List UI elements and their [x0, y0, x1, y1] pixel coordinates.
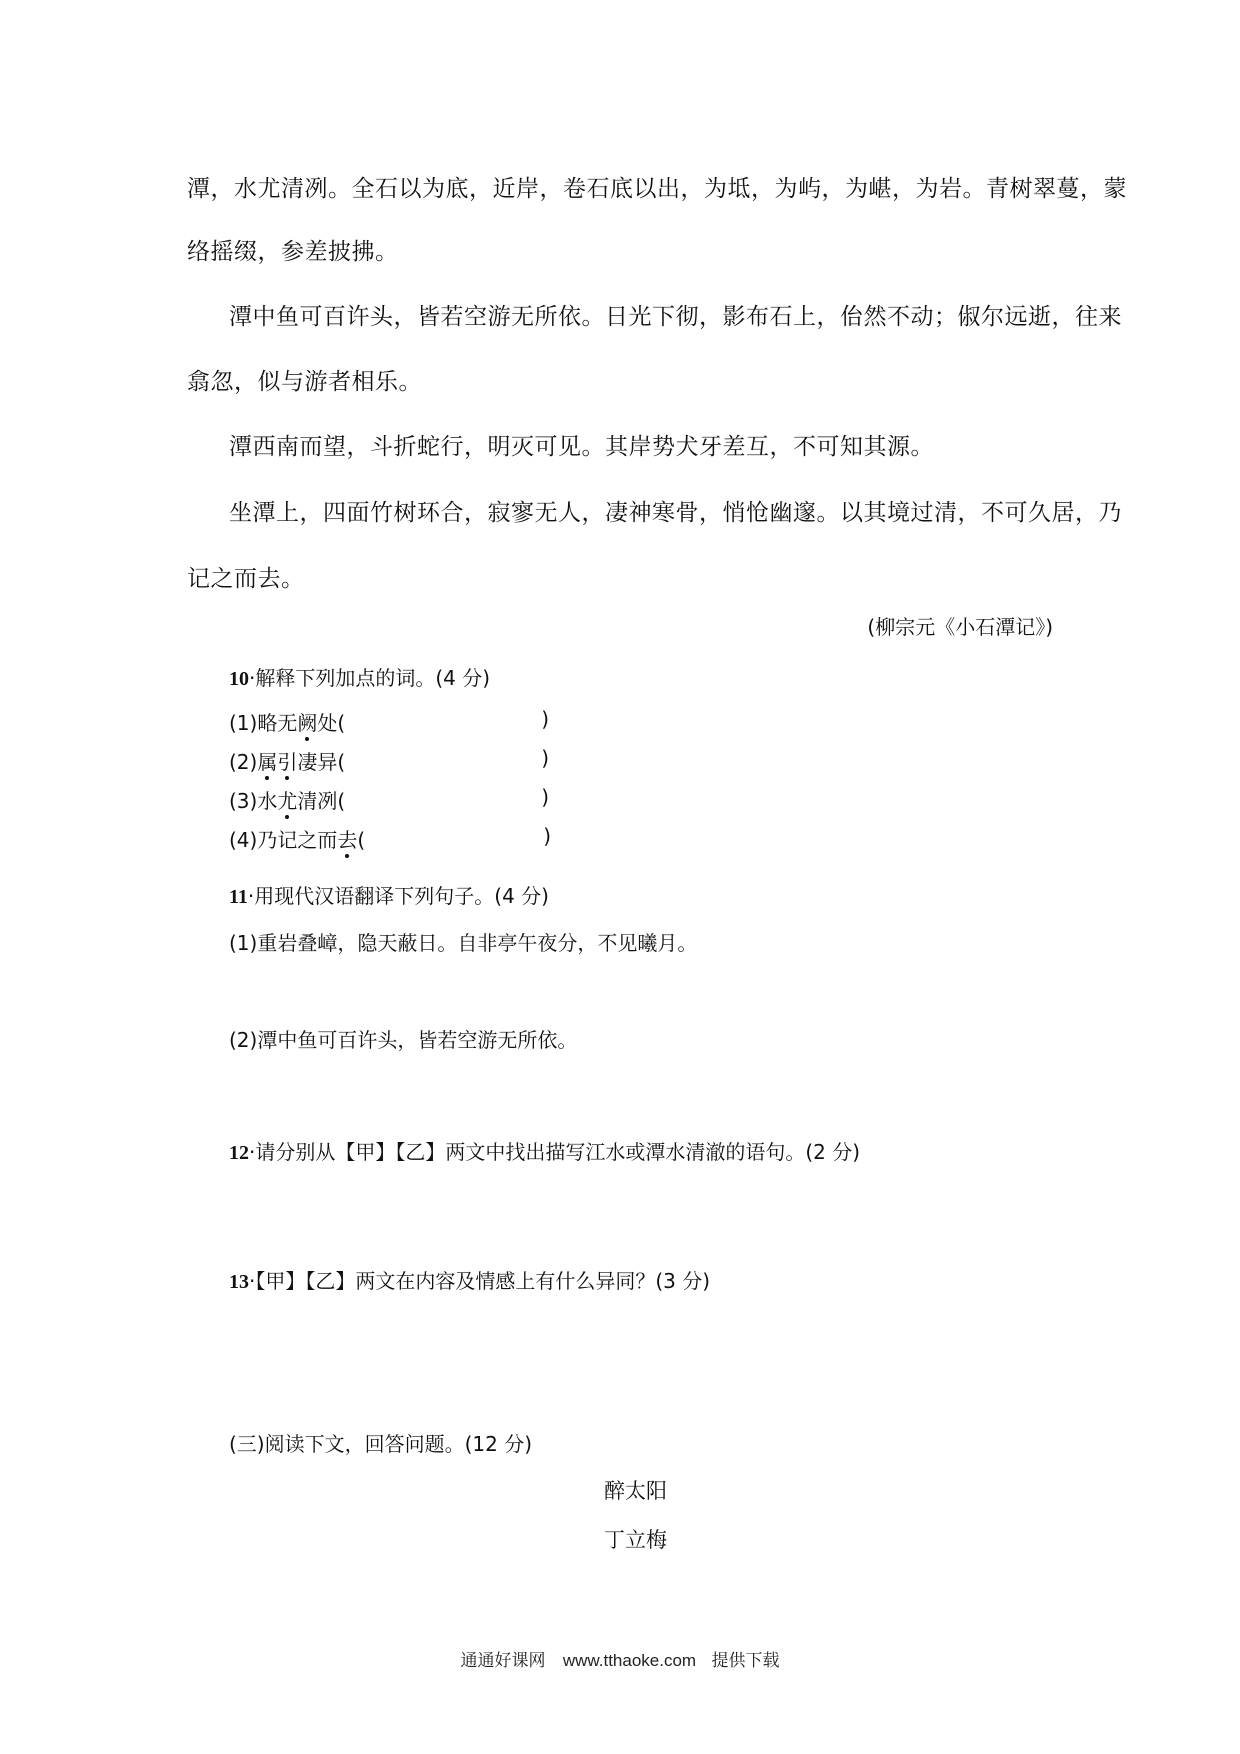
answer-blank-close[interactable]: ) [541, 746, 549, 770]
question-number: 12 [229, 1142, 249, 1164]
dotted-char: 引 [277, 746, 297, 775]
item-text: (2) [229, 750, 258, 774]
passage-line-3: 潭中鱼可百许头，皆若空游无所依。日光下彻，影布石上，佁然不动；俶尔远逝，往来 [229, 304, 1122, 330]
passage-source: (柳宗元《小石潭记》) [867, 615, 1053, 639]
article-title: 醉太阳 [604, 1479, 667, 1503]
question-13 [229, 1265, 710, 1294]
question-prompt: ·请分别从【甲】【乙】两文中找出描写江水或潭水清澈的语句。(2 分) [249, 1140, 861, 1164]
q11-sentence-2: (2)潭中鱼可百许头，皆若空游无所依。 [229, 1028, 578, 1052]
footer-url[interactable]: www.tthaoke.com [562, 1651, 697, 1670]
footer-site: 通通好课网 [460, 1651, 546, 1671]
footer-note: 提供下载 [711, 1651, 780, 1671]
passage-line-6: 坐潭上，四面竹树环合，寂寥无人，凄神寒骨，悄怆幽邃。以其境过清，不可久居，乃 [229, 500, 1122, 526]
article-author: 丁立梅 [604, 1528, 667, 1552]
answer-blank-close[interactable]: ) [543, 824, 551, 848]
item-text: (4)乃记之而 [229, 828, 338, 852]
question-11 [229, 880, 549, 909]
item-text: ( [357, 828, 366, 852]
section-heading: (三)阅读下文，回答问题。(12 分) [229, 1432, 533, 1456]
item-text: (3)水 [229, 789, 278, 813]
dotted-word: 去 [337, 824, 357, 853]
q10-item-3 [229, 785, 549, 814]
passage-line-7: 记之而去。 [187, 566, 305, 592]
passage-line-1: 潭，水尤清冽。全石以为底，近岸，卷石底以出，为坻，为屿，为嵁，为岩。青树翠蔓，蒙 [187, 176, 1127, 202]
item-text: 凄异( [297, 750, 346, 774]
q10-item-1 [229, 707, 549, 736]
passage-line-4: 翕忽，似与游者相乐。 [187, 369, 422, 395]
dotted-word: 尤 [277, 785, 297, 814]
dotted-char: 属 [257, 746, 277, 775]
item-text: (1)略无 [229, 711, 298, 735]
question-number: 13 [229, 1271, 249, 1293]
question-10 [229, 662, 490, 691]
passage-line-5: 潭西南而望，斗折蛇行，明灭可见。其岸势犬牙差互，不可知其源。 [229, 434, 934, 460]
dotted-word: 阙 [297, 707, 317, 736]
question-12 [229, 1136, 860, 1165]
dotted-word [257, 750, 297, 774]
item-text: 处( [317, 711, 346, 735]
question-prompt: ·用现代汉语翻译下列句子。(4 分) [247, 884, 549, 908]
q11-sentence-1: (1)重岩叠嶂，隐天蔽日。自非亭午夜分，不见曦月。 [229, 931, 698, 955]
question-prompt: ·解释下列加点的词。(4 分) [249, 666, 491, 690]
question-prompt: ·【甲】【乙】两文在内容及情感上有什么异同？(3 分) [249, 1269, 711, 1293]
page-footer [0, 1646, 1240, 1671]
passage-line-2: 络摇缀，参差披拂。 [187, 239, 399, 265]
question-number: 11 [229, 886, 248, 908]
q10-item-4 [229, 824, 551, 853]
item-text: 清冽( [297, 789, 346, 813]
q10-item-2 [229, 746, 549, 775]
question-number: 10 [229, 668, 249, 690]
answer-blank-close[interactable]: ) [541, 707, 549, 731]
answer-blank-close[interactable]: ) [541, 785, 549, 809]
